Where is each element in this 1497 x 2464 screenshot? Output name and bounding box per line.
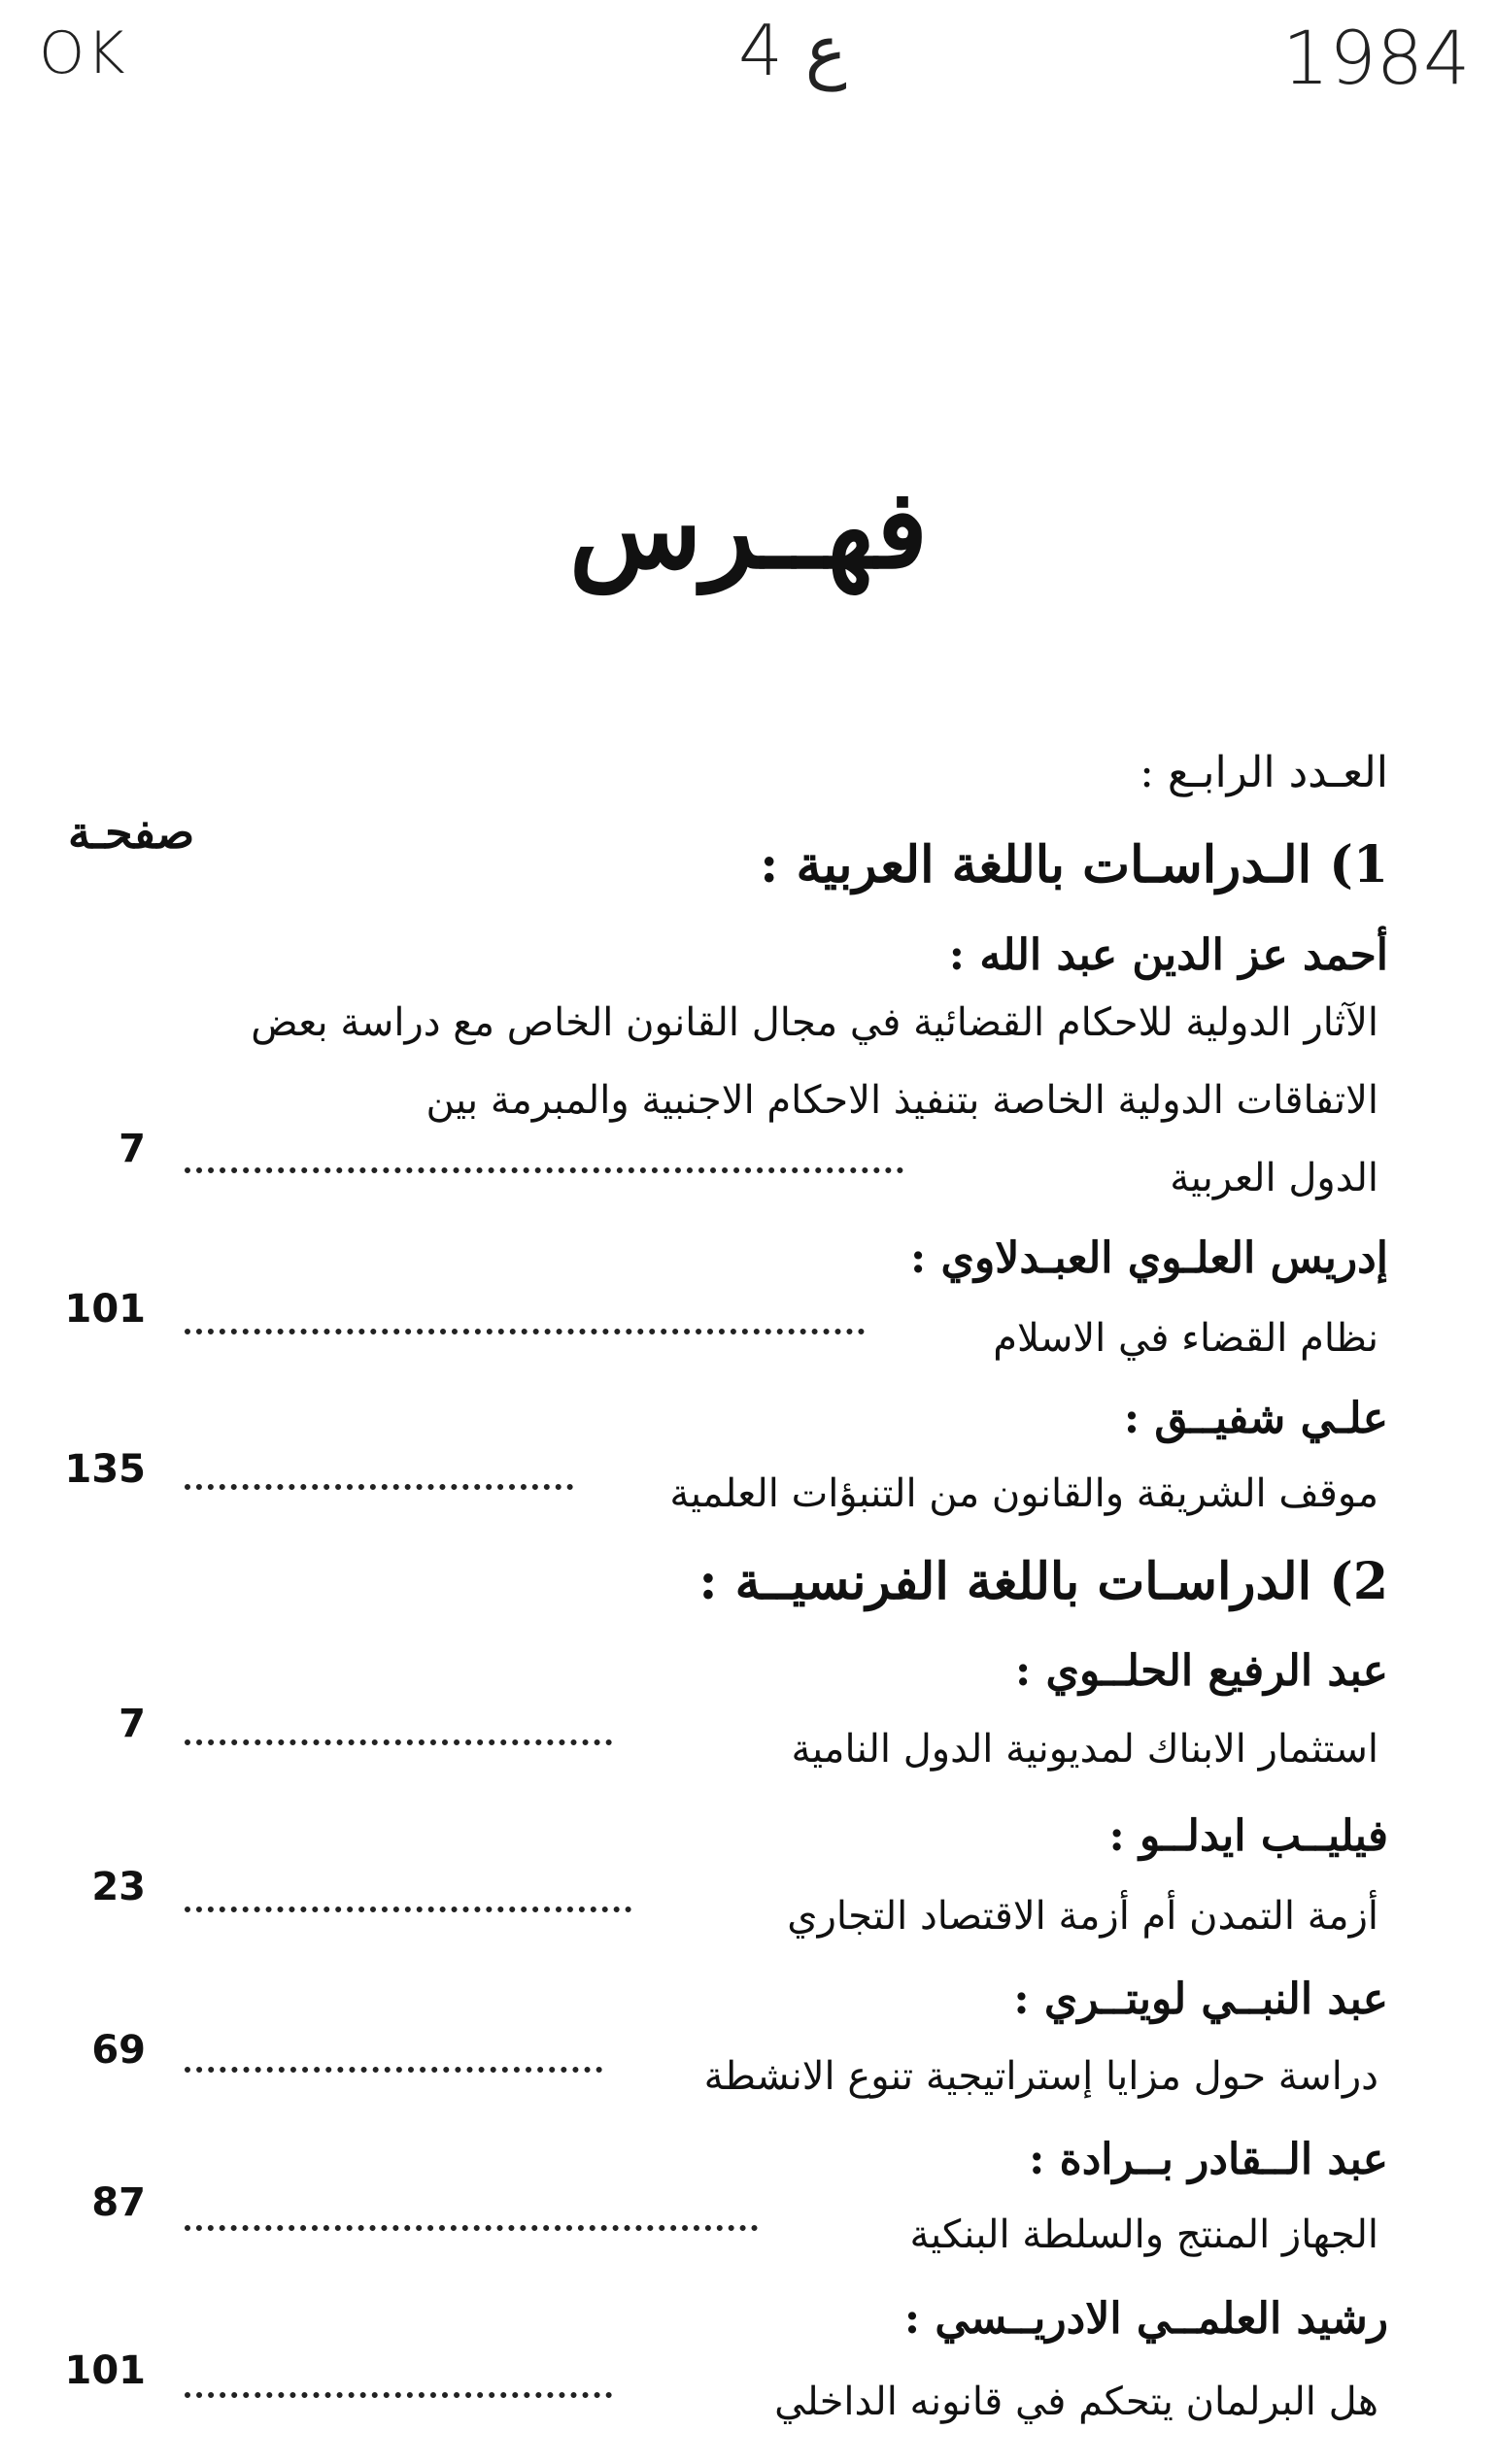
page-number: 135 — [64, 1447, 146, 1492]
author-name: عبد الــقادر بــرادة : — [1029, 2135, 1388, 2184]
article-title-line: الآثار الدولية للاحكام القضائية في مجال القانون الخاص مع دراسة بعض — [251, 1000, 1378, 1045]
author-name: فيليــب ايدلــو : — [1108, 1811, 1388, 1861]
dot-leader — [185, 1323, 865, 1334]
dot-leader — [185, 2219, 758, 2231]
article-title-line: نظام القضاء في الاسلام — [993, 1316, 1378, 1361]
issue-label: العـدد الرابـع : — [1140, 748, 1388, 797]
handwritten-ok-note: OK — [39, 19, 127, 87]
handwritten-issue-note: ع 4 — [738, 10, 847, 91]
handwritten-year-note: 1984 — [1282, 15, 1471, 101]
author-name: أحمد عز الدين عبد الله : — [948, 930, 1388, 980]
author-name: علـي شفيــق : — [1123, 1394, 1388, 1443]
article-title-line: الدول العربية — [1170, 1156, 1378, 1200]
author-name: عبد الرفيع الحلــوي : — [1014, 1646, 1388, 1696]
article-title-line: أزمة التمدن أم أزمة الاقتصاد التجاري — [787, 1894, 1378, 1939]
author-name: إدريس العلـوي العبـدلاوي : — [910, 1233, 1388, 1283]
section-title-french-studies: 2) الدراسـات باللغة الفرنسيــة : — [698, 1552, 1388, 1611]
page-number: 69 — [91, 2028, 146, 2073]
article-title-line: استثمار الابناك لمديونية الدول النامية — [791, 1727, 1378, 1772]
page-number: 7 — [119, 1702, 146, 1746]
page-number: 23 — [91, 1865, 146, 1909]
page-column-header: صفحـة — [68, 806, 195, 859]
page-number: 101 — [64, 2348, 146, 2393]
dot-leader — [185, 1478, 573, 1490]
article-title-line: الجهاز المنتج والسلطة البنكية — [909, 2212, 1378, 2257]
dot-leader — [185, 2061, 602, 2073]
page-number: 7 — [119, 1127, 146, 1171]
author-name: عبد النبــي لويتــري : — [1013, 1975, 1388, 2024]
dot-leader — [185, 1901, 631, 1912]
page-title: فهــرس — [568, 466, 929, 593]
page-number: 101 — [64, 1287, 146, 1332]
page-number: 87 — [91, 2180, 146, 2225]
dot-leader — [185, 1162, 903, 1173]
article-title-line: هل البرلمان يتحكم في قانونه الداخلي — [774, 2380, 1378, 2424]
article-title-line: الاتفاقات الدولية الخاصة بتنفيذ الاحكام الاجنبية والمبرمة بين — [425, 1078, 1378, 1123]
dot-leader — [185, 2386, 612, 2398]
article-title-line: دراسة حول مزايا إستراتيجية تنوع الانشطة — [703, 2054, 1378, 2099]
section-title-arabic-studies: 1) الـدراسـات باللغة العربية : — [760, 835, 1388, 894]
author-name: رشيد العلمــي الادريــسي : — [903, 2294, 1388, 2344]
article-title-line: موقف الشريقة والقانون من التنبؤات العلمية — [669, 1471, 1378, 1516]
dot-leader — [185, 1734, 612, 1745]
